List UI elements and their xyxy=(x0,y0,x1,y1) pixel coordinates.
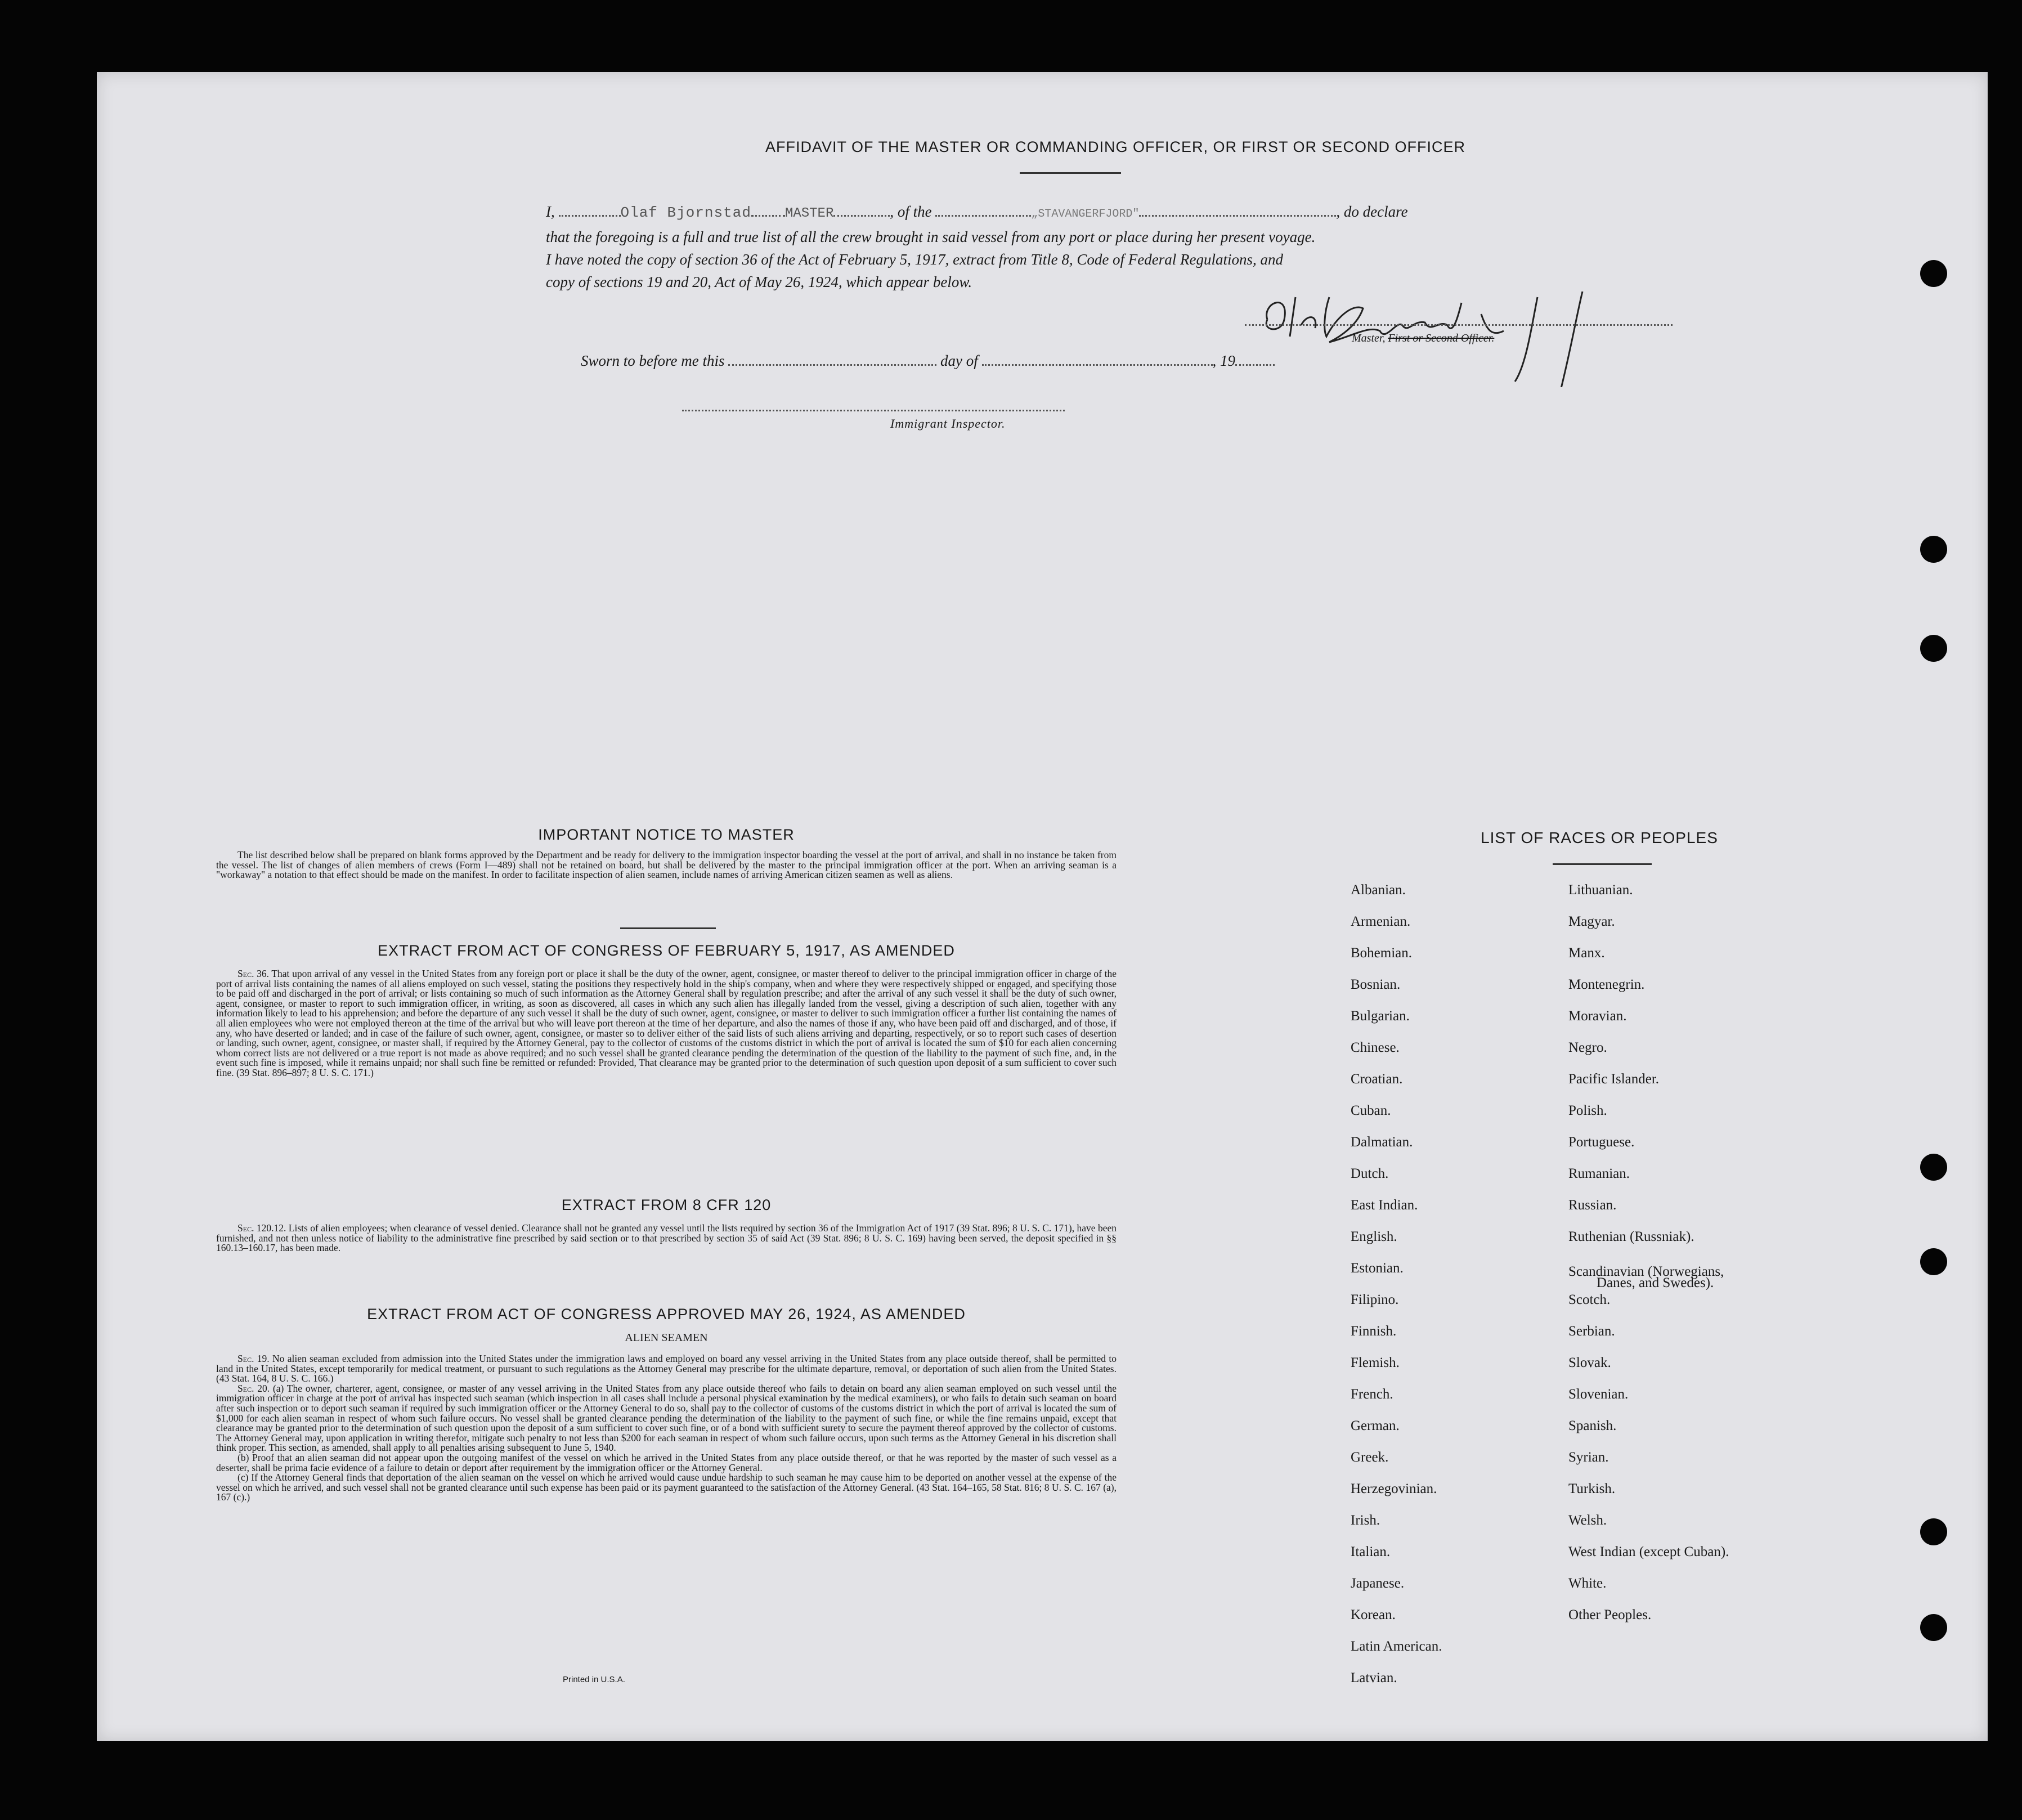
extract-1924-subtitle: ALIEN SEAMEN xyxy=(625,1332,708,1344)
races-title-rule xyxy=(1553,863,1652,865)
extract-cfr-title: EXTRACT FROM 8 CFR 120 xyxy=(561,1196,772,1213)
race-item: Scandinavian (Norwegians, xyxy=(1568,1264,1724,1279)
race-item: Rumanian. xyxy=(1568,1166,1630,1181)
punch-hole xyxy=(1920,635,1947,662)
race-item: Irish. xyxy=(1351,1513,1380,1528)
race-item: Armenian. xyxy=(1351,914,1411,929)
vessel-name-field: „STAVANGERFJORD" xyxy=(1031,208,1140,221)
race-item: Manx. xyxy=(1568,945,1605,961)
race-item: West Indian (except Cuban). xyxy=(1568,1544,1729,1559)
race-item: German. xyxy=(1351,1418,1400,1433)
race-item: Latvian. xyxy=(1351,1670,1397,1685)
race-item: Pacific Islander. xyxy=(1568,1072,1660,1087)
race-item: French. xyxy=(1351,1387,1393,1402)
races-title: LIST OF RACES OR PEOPLES xyxy=(1481,829,1718,846)
extract-1917-title: EXTRACT FROM ACT OF CONGRESS OF FEBRUARY 5, 1917, AS AMENDED xyxy=(378,942,955,959)
race-item: Other Peoples. xyxy=(1568,1607,1652,1622)
race-item: Turkish. xyxy=(1568,1481,1616,1496)
race-item: Bulgarian. xyxy=(1351,1008,1410,1024)
extract-1924-title: EXTRACT FROM ACT OF CONGRESS APPROVED MAY 26, 1924, AS AMENDED xyxy=(367,1306,966,1323)
declaration-line-2: that the foregoing is a full and true list of all the crew brought in said vessel from any port or place during her present voyage. xyxy=(546,228,1316,245)
affidavit-title-rule xyxy=(1020,172,1121,174)
notice-body: The list described below shall be prepared on blank forms approved by the Department and be ready for delivery to the immigration inspector boarding the vessel at the port of arrival, and shall in no instance be taken from the vessel. The list of changes of alien members of crews (Form I—489) shall not be retained on board, but shall be delivered by the master to the principal immigration officer at the port. When an arriving seaman is a "workaway" a notation to that effect should be made on the manifest. In order to facilitate inspection of alien seamen, include names of arriving American citizen seamen as well as aliens. xyxy=(216,849,1117,881)
race-item: Dalmatian. xyxy=(1351,1135,1413,1150)
declaration-line-4: copy of sections 19 and 20, Act of May 26, 1924, which appear below. xyxy=(546,274,972,290)
race-item: Syrian. xyxy=(1568,1450,1609,1465)
do-declare-label: , do declare xyxy=(1336,203,1408,220)
master-rank-field: MASTER xyxy=(784,206,834,221)
race-item: Flemish. xyxy=(1351,1355,1400,1370)
punch-hole xyxy=(1920,1248,1947,1275)
race-item: Moravian. xyxy=(1568,1008,1627,1024)
race-item: Negro. xyxy=(1568,1040,1607,1055)
race-item: Slovenian. xyxy=(1568,1387,1629,1402)
race-item: Russian. xyxy=(1568,1198,1617,1213)
of-the-label: , of the xyxy=(890,203,932,220)
race-item: Ruthenian (Russniak). xyxy=(1568,1229,1694,1244)
race-item: Spanish. xyxy=(1568,1418,1617,1433)
punch-hole xyxy=(1920,1154,1947,1181)
race-item: Welsh. xyxy=(1568,1513,1607,1528)
punch-hole xyxy=(1920,536,1947,563)
declaration-line-3: I have noted the copy of section 36 of the Act of February 5, 1917, extract from Title 8, Code of Federal Regulations, and xyxy=(546,251,1284,268)
race-item: Bosnian. xyxy=(1351,977,1401,992)
race-item: Finnish. xyxy=(1351,1324,1397,1339)
master-name-field: Olaf Bjornstad xyxy=(620,204,751,221)
sworn-line: Sworn to before me this day of , 19 xyxy=(581,352,1275,370)
extract-cfr-body: Sec. 120.12. Lists of alien employees; when clearance of vessel denied. Clearance shall not be granted any vessel until the lists required by section 36 of the Immigration Act of 1917 (39 Stat. 896; 8 U. S. C. 171), have been furnished, and not then unless notice of liability to the administrative fine prescribed by said section or to that prescribed by section 35 of said Act (39 Stat. 896; 8 U. S. C. 169) having been served, the deposit specified in §§ 160.13–160.17, has been made. xyxy=(216,1222,1117,1254)
punch-hole xyxy=(1920,1518,1947,1545)
race-item: Lithuanian. xyxy=(1568,882,1633,898)
race-item: Chinese. xyxy=(1351,1040,1400,1055)
race-item: Albanian. xyxy=(1351,882,1406,898)
race-item: Dutch. xyxy=(1351,1166,1389,1181)
race-item: Portuguese. xyxy=(1568,1135,1635,1150)
race-item: Latin American. xyxy=(1351,1639,1442,1654)
race-item: East Indian. xyxy=(1351,1198,1418,1213)
signature-caption: Master, First or Second Officer. xyxy=(1352,332,1495,344)
punch-hole xyxy=(1920,260,1947,287)
race-item: Cuban. xyxy=(1351,1103,1391,1118)
punch-hole xyxy=(1920,1614,1947,1641)
declaration-i-label: I, xyxy=(546,203,555,220)
inspector-signature-line xyxy=(682,410,1065,411)
race-item: Croatian. xyxy=(1351,1072,1403,1087)
race-item: Bohemian. xyxy=(1351,945,1413,961)
notice-rule xyxy=(620,927,716,929)
notice-title: IMPORTANT NOTICE TO MASTER xyxy=(538,826,795,843)
race-item: Herzegovinian. xyxy=(1351,1481,1437,1496)
race-item: Greek. xyxy=(1351,1450,1389,1465)
race-item: Estonian. xyxy=(1351,1261,1404,1276)
race-item: Italian. xyxy=(1351,1544,1391,1559)
printed-in-usa: Printed in U.S.A. xyxy=(563,1675,625,1684)
race-item: Slovak. xyxy=(1568,1355,1611,1370)
inspector-label: Immigrant Inspector. xyxy=(890,416,1006,431)
race-item: Danes, and Swedes). xyxy=(1597,1275,1714,1290)
race-item: Japanese. xyxy=(1351,1576,1405,1591)
race-item: Filipino. xyxy=(1351,1292,1399,1307)
race-item: Montenegrin. xyxy=(1568,977,1645,992)
race-item: Serbian. xyxy=(1568,1324,1615,1339)
extract-1917-body: Sec. 36. That upon arrival of any vessel in the United States from any foreign port or place it shall be the duty of the owner, agent, consignee, or master thereof to deliver to the principal immigration officer in charge of the port of arrival lists containing the names of all aliens employed on such vessel, stating the positions they respectively hold in the ship's company, when and where they were respectively shipped or engaged, and specifying those to be paid off and discharged in the port of arrival; or lists containing so much of such information as the Attorney General shall by regulation prescribe; and after the arrival of any such vessel it shall be the duty of such owner, agent, consignee, or master to report to such immigration officer, in writing, as soon as discovered, all cases in which any such alien has illegally landed from the vessel, giving a description of such alien, together with any information likely to lead to his apprehension; and before the departure of any such vessel it shall be the duty of such owner, agent, consignee, or master to deliver to such immigration officer a further list containing the names of all alien employees who were not employed thereon at the time of the arrival but who will leave port thereon at the time of her departure, and also the names of those if any, who have been paid off and discharged, and of those, if any, who have deserted or landed; and in case of the failure of such owner, agent, consignee, or master so to deliver either of the said lists of such aliens arriving and departing, respectively, or so to report such cases of desertion or landing, such owner, agent, consignee, or master shall, if required by the Attorney General, pay to the collector of customs of the customs district in which the port of arrival is located the sum of $10 for each alien concerning whom correct lists are not delivered or a true report is not made as above required; and no such vessel shall be granted clearance pending the determination of the question of the liability to the payment of such fine, and, in the event such fine is imposed, while it remains unpaid; nor shall such fine be remitted or refunded: Provided, That clearance may be granted prior to the determination of such question upon deposit of a sum sufficient to cover such fine. (39 Stat. 896–897; 8 U. S. C. 171.) xyxy=(216,968,1117,1078)
race-item: Korean. xyxy=(1351,1607,1396,1622)
race-item: Magyar. xyxy=(1568,914,1615,929)
document-page xyxy=(97,72,1988,1741)
race-item: Polish. xyxy=(1568,1103,1607,1118)
race-item: Scotch. xyxy=(1568,1292,1611,1307)
race-item: English. xyxy=(1351,1229,1397,1244)
signature-line xyxy=(1245,324,1673,326)
affidavit-declaration xyxy=(546,200,1694,293)
affidavit-title: AFFIDAVIT OF THE MASTER OR COMMANDING OFFICER, OR FIRST OR SECOND OFFICER xyxy=(765,138,1466,155)
race-item: White. xyxy=(1568,1576,1607,1591)
extract-1924-body: Sec. 19. No alien seaman excluded from admission into the United States under the immigration laws and employed on board any vessel arriving in the United States from any place outside thereof, shall be permitted to land in the United States, except temporarily for medical treatment, or pursuant to such regulations as the Attorney General may prescribe for the ultimate departure, removal, or deportation of such alien from the United States. (43 Stat. 164, 8 U. S. C. 166.) Sec. 20. (a) The owner, charterer, agent, consignee, or master of any vessel arriving in the United States from any place outside thereof who fails to detain on board any alien seaman employed on such vessel until the immigration officer in charge at the port of arrival has inspected such seaman (which inspection in all cases shall include a personal physical examination by the medical examiners), or who fails to detain such seaman on board after such inspection or to deport such seaman if required by such immigration officer or the Attorney General to do so, shall pay to the collector of customs of the customs district in which the port of arrival is located the sum of $1,000 for each alien seaman in respect of whom such failure occurs. No vessel shall be granted clearance pending the determination of the liability to the payment of such fine, or while the fine remains unpaid, except that clearance may be granted prior to the determination of such question upon the deposit of a sum sufficient to cover such fine, or of a bond with sufficient surety to secure the payment thereof approved by the collector of customs. The Attorney General may, upon application in writing therefor, mitigate such penalty to not less than $200 for each seaman in respect of whom such failure occurs, upon such terms as the Attorney General in his discretion shall think proper. This section, as amended, shall apply to all penalties arising subsequent to June 5, 1940. (b) Proof that an alien seaman did not appear upon the outgoing manifest of the vessel on which he arrived in the United States from any place outside thereof, or that he was reported by the master of such vessel as a deserter, shall be prima facie evidence of a failure to detain or deport after requirement by the immigration officer or the Attorney General. (c) If the Attorney General finds that deportation of the alien seaman on the vessel on which he arrived would cause undue hardship to such seaman he may cause him to be deported on another vessel at the expense of the vessel on which he arrived, and such vessel shall not be granted clearance until such expense has been paid or its payment guaranteed to the satisfaction of the Attorney General. (43 Stat. 164–165, 58 Stat. 816; 8 U. S. C. 167 (a), 167 (c).) xyxy=(216,1353,1117,1503)
